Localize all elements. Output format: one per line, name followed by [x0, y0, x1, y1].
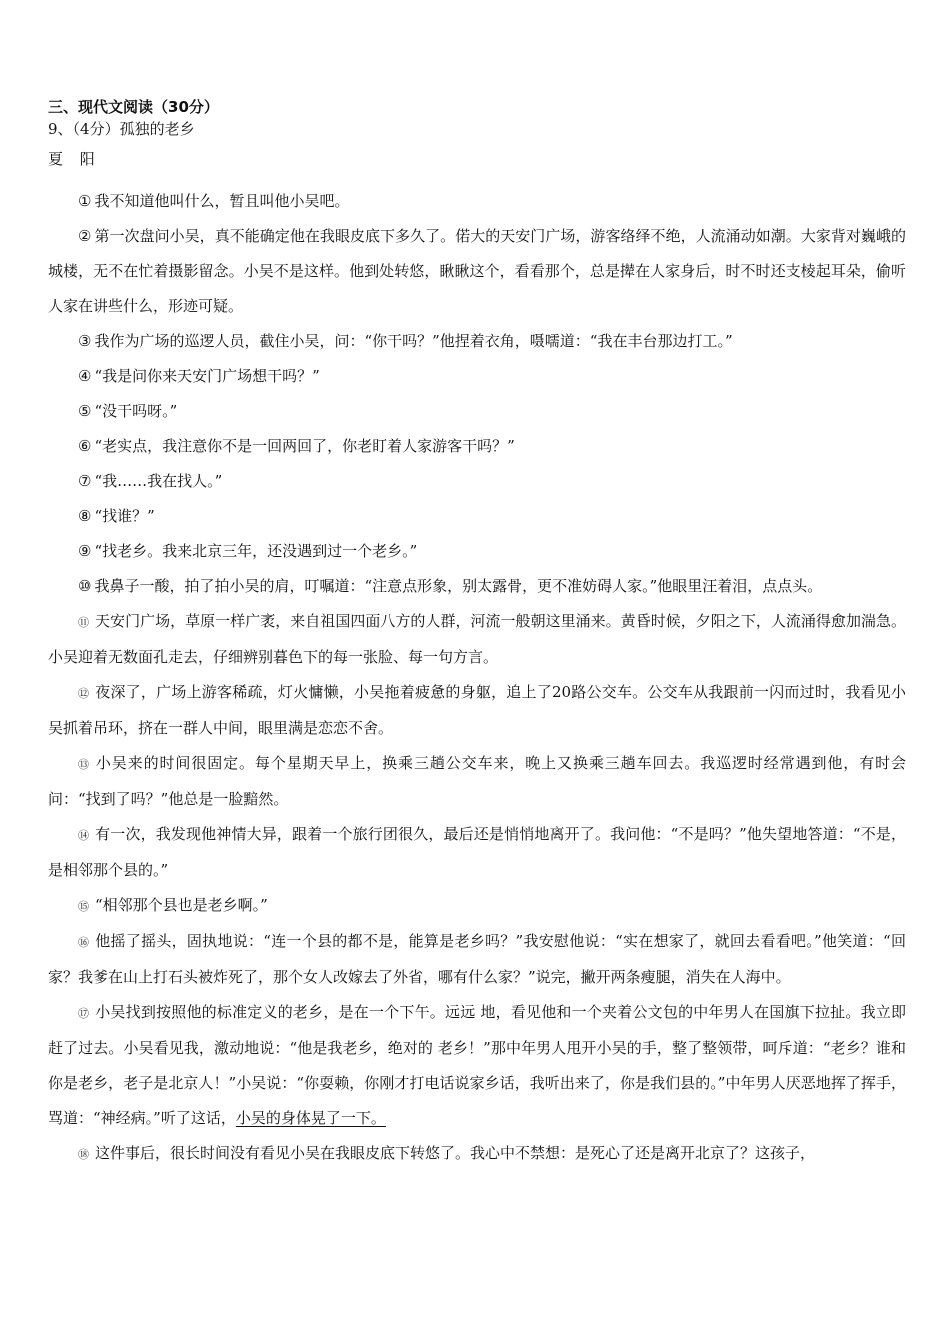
paragraph-text: 天安门广场，草原一样广袤，来自祖国四面八方的人群，河流一般朝这里涌来。黄昏时候，夕阳之下，人流涌得愈加湍急。小吴迎着无数面孔走去，仔细辨别暮色下的每一张脸、每一句方言。 [48, 612, 907, 666]
paragraph-number: ⑫ [78, 687, 90, 700]
paragraph-13 [48, 746, 906, 817]
paragraph-5 [48, 394, 906, 429]
paragraph-text: “老实点，我注意你不是一回两回了，你老盯着人家游客干吗？” [94, 437, 515, 455]
paragraph-number: ⑰ [78, 1007, 90, 1020]
paragraph-18 [48, 1136, 906, 1172]
paragraph-3 [48, 324, 906, 359]
paragraph-text: 有一次，我发现他神情大异，跟着一个旅行团很久，最后还是悄悄地离开了。我问他：“不是吗？”他失望地答道：“不是，是相邻那个县的。” [48, 825, 907, 879]
paragraph-text: 我鼻子一酸，拍了拍小吴的肩，叮嘱道：“注意点形象，别太露骨，更不准妨碍人家。”他眼里汪着泪，点点头。 [94, 577, 823, 595]
paragraph-text: 第一次盘问小吴，真不能确定他在我眼皮底下多久了。偌大的天安门广场，游客络绎不绝，人流涌动如潮。大家背对巍峨的城楼，无不在忙着摄影留念。小吴不是这样。他到处转悠，瞅瞅这个，看看那个，总是撵在人家身后，时不时还支棱起耳朵，偷听人家在讲些什么，形迹可疑。 [48, 227, 906, 315]
paragraph-number: ⑮ [78, 900, 89, 913]
paragraph-text: “没干吗呀。” [94, 402, 178, 420]
paragraph-number: ⑭ [78, 829, 90, 842]
paragraph-number: ⑬ [78, 758, 90, 771]
paragraph-12 [48, 675, 906, 746]
paragraph-number: ⑯ [78, 936, 90, 949]
paragraph-17 [48, 995, 906, 1136]
paragraph-text: 我不知道他叫什么，暂且叫他小吴吧。 [94, 192, 350, 210]
paragraph-8 [48, 499, 906, 534]
paragraph-number: ⑦ [78, 472, 92, 490]
paragraph-text: “找老乡。我来北京三年，还没遇到过一个老乡。” [94, 542, 418, 560]
paragraph-text: “找谁？” [94, 507, 155, 525]
paragraph-15 [48, 888, 906, 924]
paragraph-11 [48, 604, 906, 675]
document-page [48, 96, 906, 1172]
paragraph-text: 小吴找到按照他的标准定义的老乡，是在一个下午。远远 地，看见他和一个夹着公文包的中年男人在国旗下拉扯。我立即赶了过去。小吴看见我，激动地说：“他是我老乡，绝对的 老乡！”那中年男人甩开小吴的手，整了整领带，呵斥道：“老乡？谁和你是老乡，老子是北京人！”小吴说：“你耍赖，你刚才打电话说家乡话，我听出来了，你是我们县的。”中年男人厌恶地挥了挥手，骂道：“神经病。”听了这话， [48, 1003, 907, 1127]
paragraph-text: “我是问你来天安门广场想干吗？” [94, 367, 320, 385]
paragraph-text: “相邻那个县也是老乡啊。” [95, 896, 268, 914]
paragraph-text: “我……我在找人。” [94, 472, 223, 490]
paragraph-number: ⑧ [78, 507, 92, 525]
paragraph-text: 这件事后，很长时间没有看见小吴在我眼皮底下转悠了。我心中不禁想：是死心了还是离开北京了？这孩子， [95, 1144, 816, 1162]
paragraph-number: ⑪ [78, 616, 90, 629]
paragraph-text: 小吴来的时间很固定。每个星期天早上，换乘三趟公交车来，晚上又换乘三趟车回去。我巡逻时经常遇到他，有时会问：“找到了吗？”他总是一脸黯然。 [48, 754, 906, 808]
paragraph-10 [48, 569, 906, 604]
paragraph-number: ⑤ [78, 402, 92, 420]
paragraph-6 [48, 429, 906, 464]
paragraph-number: ② [78, 227, 92, 245]
paragraph-16 [48, 924, 906, 995]
paragraph-number: ③ [78, 332, 92, 350]
question-title: 9、（4分）孤独的老乡 [48, 120, 195, 138]
paragraph-number: ① [78, 192, 92, 210]
paragraph-7 [48, 464, 906, 499]
paragraph-number: ④ [78, 367, 92, 385]
paragraph-4 [48, 359, 906, 394]
paragraph-text: 夜深了，广场上游客稀疏，灯火慵懒，小吴拖着疲惫的身躯，追上了20路公交车。公交车从我跟前一闪而过时，我看见小吴抓着吊环，挤在一群人中间，眼里满是恋恋不舍。 [48, 683, 907, 737]
paragraph-text: 我作为广场的巡逻人员，截住小吴，问：“你干吗？”他捏着衣角，嗫嚅道：“我在丰台那边打工。” [94, 332, 733, 350]
paragraph-number: ⑩ [78, 577, 92, 595]
paragraph-number: ⑥ [78, 437, 92, 455]
paragraph-number: ⑨ [78, 542, 92, 560]
author-name: 夏 阳 [48, 150, 101, 168]
section-title: 三、现代文阅读（30分） [48, 98, 219, 116]
paragraph-14 [48, 817, 906, 888]
paragraph-2 [48, 219, 906, 324]
paragraph-9 [48, 534, 906, 569]
paragraph-number: ⑱ [78, 1148, 89, 1161]
paragraph-1 [48, 184, 906, 219]
underlined-sentence: 小吴的身体晃了一下。 [235, 1109, 386, 1127]
paragraph-text: 他摇了摇头，固执地说：“连一个县的都不是，能算是老乡吗？”我安慰他说：“实在想家了，就回去看看吧。”他笑道：“回家？我爹在山上打石头被炸死了，那个女人改嫁去了外省，哪有什么家？”说完，撇开两条瘦腿，消失在人海中。 [48, 932, 906, 986]
